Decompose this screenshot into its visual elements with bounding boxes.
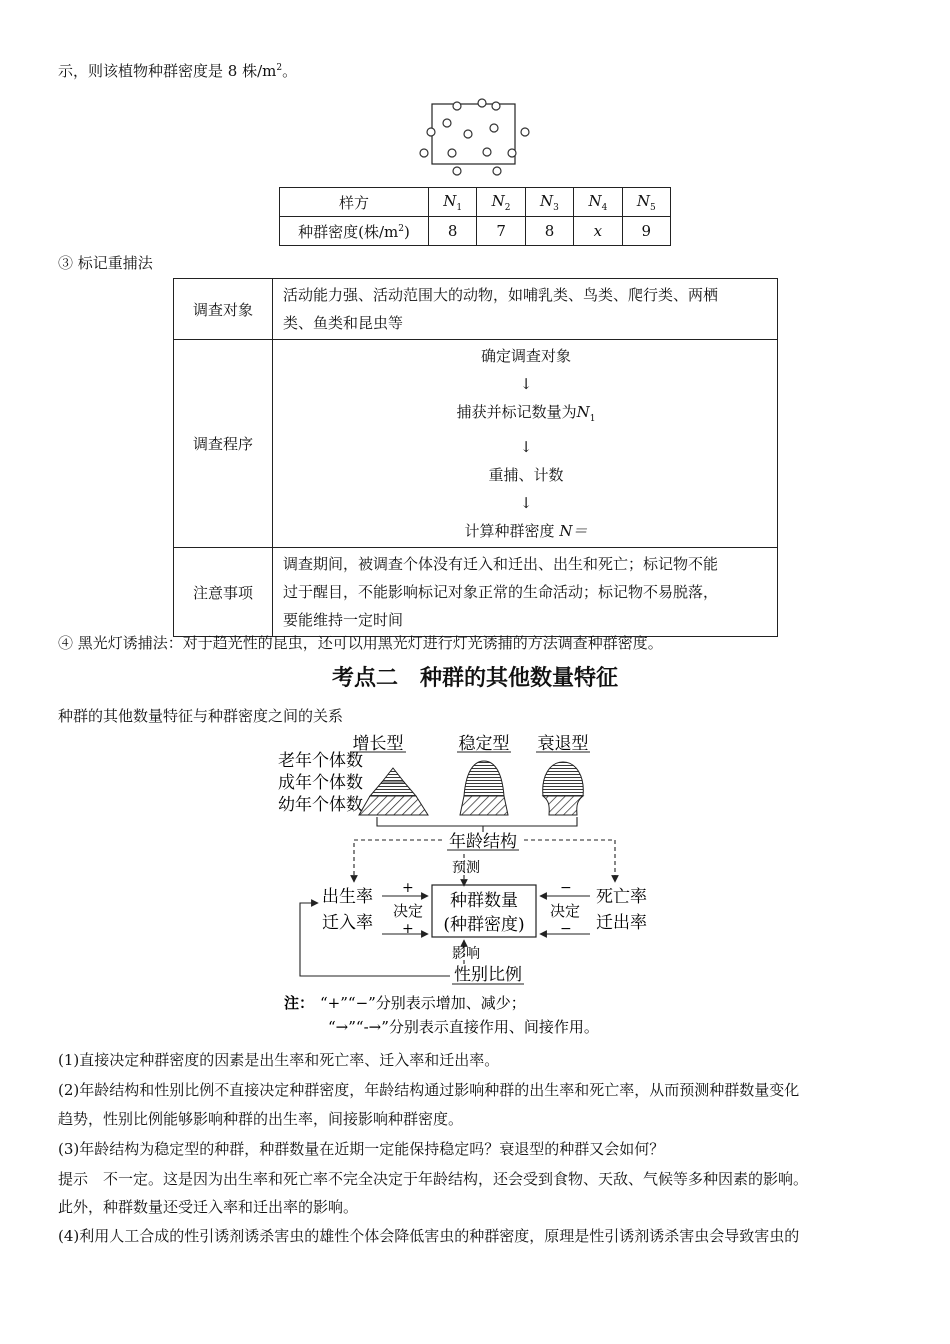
sample-header-n3: $N_3$ [525,188,573,217]
decide-left: 决定 [393,902,424,920]
plant-dot [521,128,529,136]
proc-step: 重捕、计数 [488,466,564,484]
mark-value-line: 要能维持一定时间 [283,611,404,629]
decline-urn-icon [543,762,584,815]
plant-dot [493,167,501,175]
mark-key: 注意事项 [174,548,273,637]
paragraph-2-cont: 趋势，性别比例能够影响种群的出生率，间接影响种群密度。 [58,1110,464,1128]
emigration-rate: 迁出率 [596,913,647,933]
intro-line [58,60,297,81]
growth-pyramid-icon [359,768,428,815]
plant-dot [483,148,491,156]
plant-dot [464,130,472,138]
sample-header-n4: $N_4$ [574,188,622,217]
plant-dot [478,99,486,107]
population-density: (种群密度) [443,915,525,935]
down-arrow-icon: ↓ [519,494,533,512]
paragraph-1: (1)直接决定种群密度的因素是出生率和死亡率、迁入率和迁出率。 [58,1051,500,1069]
sample-header-row [280,188,671,217]
age-to-death-arrow [524,840,615,882]
paragraph-3: (3)年龄结构为稳定型的种群，种群数量在近期一定能保持稳定吗？衰退型的种群又会如何？ [58,1140,665,1158]
sample-header-n5: $N_5$ [622,188,670,217]
paragraph-2: (2)年龄结构和性别比例不直接决定种群密度，年龄结构通过影响种群的出生率和死亡率，从而预测种群数量变化 [58,1081,800,1099]
plant-dot [453,102,461,110]
type-stable: 稳定型 [458,734,510,754]
type-decline: 衰退型 [537,734,589,754]
mark-value-line: 调查期间，被调查个体没有迁入和迁出、出生和死亡；标记物不能 [283,555,719,573]
row-old: 老年个体数 [278,751,363,771]
proc-step: 确定调查对象 [480,347,571,365]
section-intro: 种群的其他数量特征与种群密度之间的关系 [58,707,344,725]
sample-header-label: 样方 [280,188,429,217]
note-label: 注： [284,994,315,1012]
row-adult: 成年个体数 [278,773,363,793]
bracket-line [377,817,483,826]
mark-value-line: 类、鱼类和昆虫等 [283,314,404,332]
proc-step: 计算种群密度 N＝ [464,522,588,540]
sample-table [279,187,671,246]
note-line-2: “→”“-→”分别表示直接作用、间接作用。 [328,1018,599,1036]
intro-text: 示，则该植物种群密度是 8 株/m [58,62,277,80]
population-diagram [270,726,690,1044]
plant-dot [448,149,456,157]
note-line-1: “+”“−”分别表示增加、减少； [320,994,526,1012]
method4-text: ④ 黑光灯诱捕法：对于趋光性的昆虫，还可以用黑光灯进行灯光诱捕的方法调查种群密度。 [58,634,663,652]
intro-end: 。 [282,62,298,80]
sample-value: 8 [525,217,573,246]
plant-dot [508,149,516,157]
sample-row-label: 种群密度(株$/m^2$) [280,217,429,246]
plant-dot [427,128,435,136]
plant-dot [453,167,461,175]
mark-value-line: 活动能力强、活动范围大的动物，如哺乳类、鸟类、爬行类、两栖 [283,286,719,304]
quadrat-figure [415,92,540,177]
down-arrow-icon: ↓ [519,438,533,456]
mark-row-notes [174,548,778,637]
predict-label: 预测 [452,860,480,876]
decide-right: 决定 [550,902,581,920]
mark-value-line: 过于醒目，不能影响标记对象正常的生命活动；标记物不易脱落， [283,583,719,601]
hint-line-cont: 此外，种群数量还受迁入率和迁出率的影响。 [58,1198,359,1216]
age-to-birth-arrow [354,840,442,882]
mark-row-object [174,279,778,340]
sample-value: x [574,217,622,246]
method3-heading: ③ 标记重捕法 [58,254,153,272]
mark-key: 调查程序 [174,340,273,548]
down-arrow-icon: ↓ [519,375,533,393]
minus-sign: − [560,880,572,896]
sample-value: 7 [477,217,525,246]
death-rate: 死亡率 [596,887,647,907]
immigration-rate: 迁入率 [322,913,373,933]
sample-header-n1: $N_1$ [429,188,477,217]
plus-sign: + [402,921,414,937]
hint-line: 提示 不一定。这是因为出生率和死亡率不完全决定于年龄结构，还会受到食物、天敌、气候等多种因素的影响。 [58,1170,809,1188]
sample-value-row [280,217,671,246]
bracket-line [483,817,577,826]
plant-dot [490,124,498,132]
mark-procedure [273,340,778,548]
row-young: 幼年个体数 [278,795,363,815]
age-structure-label: 年龄结构 [449,832,517,852]
mark-row-procedure [174,340,778,548]
birth-rate: 出生率 [322,887,373,907]
minus-sign: − [560,921,572,937]
population-count: 种群数量 [450,891,518,911]
quadrat-frame [432,104,515,164]
intro-sup: 2 [276,63,283,73]
influence-label: 影响 [452,946,480,962]
stable-bell-icon [460,761,508,815]
mark-recapture-table [173,278,778,637]
proc-step: 捕获并标记数量为$N_1$ [456,403,596,424]
sample-value: 9 [622,217,670,246]
paragraph-4: (4)利用人工合成的性引诱剂诱杀害虫的雄性个体会降低害虫的种群密度，原理是性引诱剂诱杀害虫会导致害虫的 [58,1227,800,1245]
section-title: 考点二 种群的其他数量特征 [331,666,618,691]
sex-ratio-label: 性别比例 [454,965,522,985]
plant-dot [492,102,500,110]
mark-value [273,548,778,637]
sample-header-n2: $N_2$ [477,188,525,217]
plant-dot [443,119,451,127]
mark-key: 调查对象 [174,279,273,340]
plus-sign: + [402,880,414,896]
type-growth: 增长型 [352,734,404,754]
plant-dot [420,149,428,157]
mark-value [273,279,778,340]
sample-value: 8 [429,217,477,246]
